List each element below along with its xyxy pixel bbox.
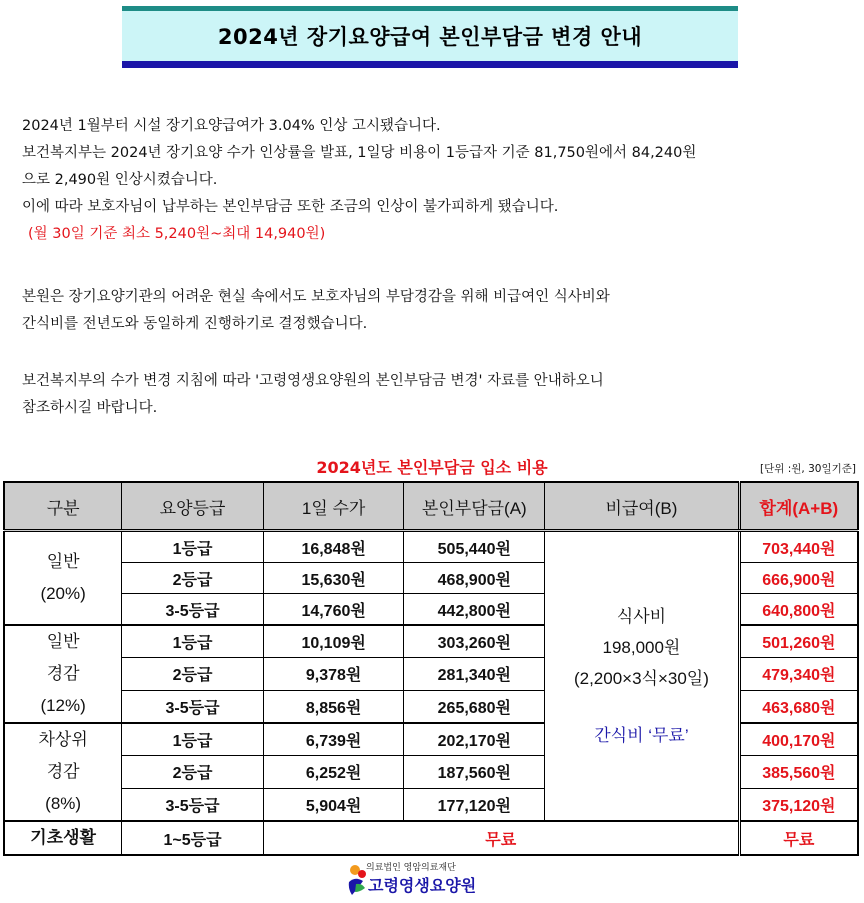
grade-cell: 2등급 (122, 658, 264, 690)
daily-fee-cell: 5,904원 (263, 788, 404, 821)
grade-cell: 2등급 (122, 563, 264, 594)
copay-cell: 442,800원 (404, 594, 545, 626)
total-cell: 666,900원 (739, 563, 858, 594)
daily-fee-cell: 14,760원 (263, 594, 404, 626)
daily-fee-cell: 9,378원 (263, 658, 404, 690)
meal-formula: (2,200×3식×30일) (573, 669, 709, 688)
group-label-general (4, 531, 122, 626)
group-label-line: (8%) (45, 794, 82, 813)
col-header-copay: 본인부담금(A) (404, 482, 545, 531)
table-row (4, 531, 858, 563)
snack-free-note: 간식비 ‘무료’ (594, 726, 689, 745)
meal-amount: 198,000원 (602, 638, 681, 657)
copay-fee-table (3, 481, 859, 856)
col-header-category: 구분 (4, 482, 122, 531)
table-unit-note: [단위 :원, 30일기준] (760, 463, 856, 475)
notice-line: 2024년 1월부터 시설 장기요양급여가 3.04% 인상 고시됐습니다. (22, 118, 441, 134)
group-label-line: 일반 (46, 552, 80, 571)
copay-cell: 202,170원 (404, 723, 545, 756)
daily-fee-cell: 6,252원 (263, 756, 404, 788)
notice-paragraph-1 (22, 113, 696, 248)
group-label-line: (12%) (40, 696, 86, 715)
table-title: 2024년도 본인부담금 입소 비용 (316, 458, 548, 477)
grade-cell: 3-5등급 (122, 594, 264, 626)
daily-fee-cell: 10,109원 (263, 625, 404, 658)
notice-line: 간식비를 전년도와 동일하게 진행하기로 결정했습니다. (22, 316, 368, 332)
daily-fee-cell: 8,856원 (263, 690, 404, 723)
total-cell: 703,440원 (739, 531, 858, 563)
daily-fee-cell: 15,630원 (263, 563, 404, 594)
table-header-row (4, 482, 858, 531)
increase-range-note: (월 30일 기준 최소 5,240원~최대 14,940원) (28, 226, 326, 242)
grade-cell: 3-5등급 (122, 788, 264, 821)
total-cell: 640,800원 (739, 594, 858, 626)
notice-paragraph-3 (22, 368, 604, 422)
grade-cell: 3-5등급 (122, 690, 264, 723)
total-cell: 무료 (739, 821, 858, 855)
col-header-daily-fee: 1일 수가 (263, 482, 404, 531)
notice-line: 보건복지부는 2024년 장기요양 수가 인상률을 발표, 1일당 비용이 1등급자 기준 81,750원에서 84,240원 (22, 145, 697, 161)
grade-cell: 2등급 (122, 756, 264, 788)
notice-line: 참조하시길 바랍니다. (22, 400, 158, 416)
group-label-line: 경감 (46, 762, 80, 781)
copay-cell: 468,900원 (404, 563, 545, 594)
notice-line: 으로 2,490원 인상시켰습니다. (22, 172, 218, 188)
group-label-line: 일반 (46, 632, 80, 651)
group-label-basic-livelihood: 기초생활 (4, 821, 122, 855)
total-cell: 479,340원 (739, 658, 858, 690)
total-cell: 375,120원 (739, 788, 858, 821)
daily-fee-cell: 16,848원 (263, 531, 404, 563)
copay-cell: 187,560원 (404, 756, 545, 788)
group-label-line: 차상위 (38, 730, 88, 749)
copay-cell: 281,340원 (404, 658, 545, 690)
total-cell: 463,680원 (739, 690, 858, 723)
grade-cell: 1등급 (122, 531, 264, 563)
org-name: 고령영생요양원 (368, 876, 477, 895)
copay-cell: 265,680원 (404, 690, 545, 723)
group-label-general-reduced (4, 625, 122, 723)
group-label-line: (20%) (40, 584, 86, 603)
logo-icon (346, 862, 368, 898)
group-label-line: 경감 (46, 664, 80, 683)
notice-line: 보건복지부의 수가 변경 지침에 따라 '고령영생요양원의 본인부담금 변경' 자료를 안내하오니 (22, 373, 604, 389)
col-header-non-covered: 비급여(B) (545, 482, 740, 531)
total-cell: 385,560원 (739, 756, 858, 788)
copay-cell: 303,260원 (404, 625, 545, 658)
page-title: 2024년 장기요양급여 본인부담금 변경 안내 (217, 25, 643, 49)
free-fee-cell: 무료 (263, 821, 739, 855)
grade-cell: 1등급 (122, 625, 264, 658)
copay-cell: 177,120원 (404, 788, 545, 821)
total-cell: 400,170원 (739, 723, 858, 756)
col-header-grade: 요양등급 (122, 482, 264, 531)
notice-paragraph-2 (22, 284, 610, 338)
non-covered-cell (545, 531, 740, 822)
total-cell: 501,260원 (739, 625, 858, 658)
organization-logo (346, 860, 486, 900)
notice-line: 이에 따라 보호자님이 납부하는 본인부담금 또한 조금의 인상이 불가피하게 됐습니다. (22, 199, 559, 215)
copay-cell: 505,440원 (404, 531, 545, 563)
group-label-near-poverty (4, 723, 122, 821)
notice-line: 본원은 장기요양기관의 어려운 현실 속에서도 보호자님의 부담경감을 위해 비급여인 식사비와 (22, 289, 610, 305)
grade-cell: 1~5등급 (122, 821, 264, 855)
grade-cell: 1등급 (122, 723, 264, 756)
daily-fee-cell: 6,739원 (263, 723, 404, 756)
org-subtitle: 의료법인 영암의료재단 (366, 863, 456, 873)
table-row-basic-livelihood (4, 821, 858, 855)
title-banner (122, 6, 738, 68)
meal-label: 식사비 (616, 607, 667, 626)
col-header-total: 합계(A+B) (739, 482, 858, 531)
